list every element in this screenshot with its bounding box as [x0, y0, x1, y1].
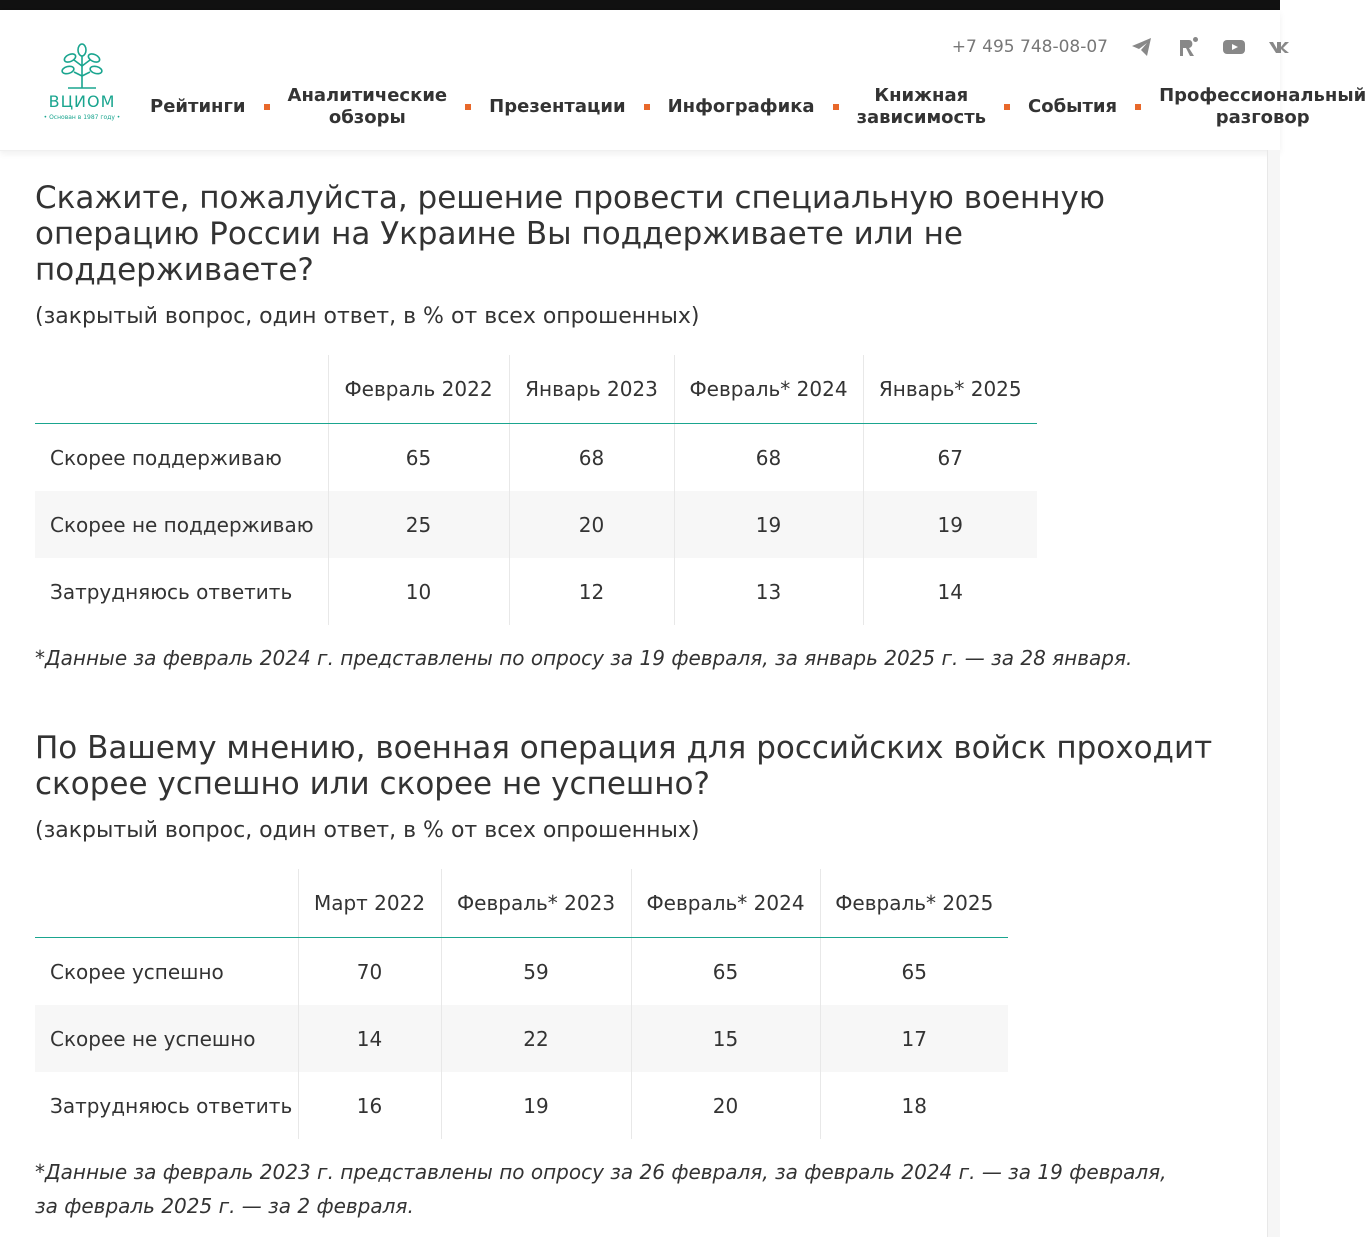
row-label: Затрудняюсь ответить: [50, 1093, 293, 1118]
table-row: [35, 938, 1008, 1006]
nav-separator: [1004, 104, 1010, 110]
table-cell: 65: [328, 424, 509, 492]
table-cell: 14: [863, 558, 1037, 625]
table-cell: 14: [298, 1005, 441, 1072]
phone-link[interactable]: +7 495 748-08-07: [951, 37, 1108, 57]
table-cell: 65: [631, 938, 820, 1006]
table-cell: 20: [509, 491, 674, 558]
nav-separator: [465, 104, 471, 110]
survey-success-section: [35, 675, 1250, 1223]
table-cell: 18: [820, 1072, 1008, 1139]
youtube-icon[interactable]: [1222, 35, 1246, 59]
table-cell: 15: [631, 1005, 820, 1072]
article-content: [35, 150, 1250, 1223]
column-header: Февраль* 2024: [631, 869, 820, 938]
nav-separator: [833, 104, 839, 110]
telegram-icon[interactable]: [1130, 35, 1154, 59]
table-cell: 68: [674, 424, 863, 492]
column-header: Февраль* 2025: [820, 869, 1008, 938]
nav-events[interactable]: События: [1028, 96, 1118, 117]
survey-footnote: *Данные за февраль 2023 г. представлены по опросу за 26 февраля, за февраль 2024 г. — за 19 февраля, за февраль 2025 г. — за 2 февраля.: [35, 1160, 1167, 1218]
table-cell: 16: [298, 1072, 441, 1139]
main-nav: [150, 82, 1366, 132]
table-cell: 68: [509, 424, 674, 492]
table-cell: 70: [298, 938, 441, 1006]
row-label: Скорее не поддерживаю: [35, 491, 328, 558]
results-table: [35, 869, 1008, 1139]
page-scrollbar[interactable]: [1267, 150, 1280, 1237]
table-row: [35, 424, 1037, 492]
column-header: Март 2022: [298, 869, 441, 938]
site-header: [0, 10, 1366, 151]
rutube-icon[interactable]: [1176, 35, 1200, 59]
column-header: Февраль* 2024: [674, 355, 863, 424]
table-corner-cell: [35, 869, 298, 938]
column-header: Февраль* 2023: [441, 869, 631, 938]
survey-support-section: [35, 150, 1250, 675]
row-label: Затрудняюсь ответить: [50, 579, 293, 604]
vk-icon[interactable]: [1268, 35, 1280, 59]
nav-separator: [264, 104, 270, 110]
nav-separator: [644, 104, 650, 110]
table-row: [35, 1005, 1008, 1072]
table-header-row: [35, 355, 1037, 424]
table-cell: 65: [820, 938, 1008, 1006]
results-table: [35, 355, 1037, 625]
table-cell: 22: [441, 1005, 631, 1072]
survey-method: (закрытый вопрос, один ответ, в % от всех опрошенных): [35, 304, 700, 329]
nav-analytics[interactable]: Аналитические обзоры: [287, 85, 448, 128]
row-label: Скорее не успешно: [35, 1005, 298, 1072]
table-cell: 10: [328, 558, 509, 625]
column-header: Февраль 2022: [328, 355, 509, 424]
table-row: [35, 1072, 1008, 1139]
table-cell: 20: [631, 1072, 820, 1139]
logo-wordmark: ВЦИОМ: [48, 92, 116, 111]
nav-separator: [1135, 104, 1141, 110]
table-cell: 59: [441, 938, 631, 1006]
nav-book-addiction[interactable]: Книжная зависимость: [856, 85, 987, 128]
table-row: [35, 558, 1037, 625]
header-contacts: [952, 34, 1280, 60]
table-cell: 19: [441, 1072, 631, 1139]
survey-footnote: *Данные за февраль 2024 г. представлены по опросу за 19 февраля, за январь 2025 г. — за 28 января.: [35, 646, 1133, 670]
survey-question: Скажите, пожалуйста, решение провести специальную военную операцию России на Украине Вы поддерживаете или не поддерживаете?: [35, 180, 1105, 288]
table-cell: 19: [863, 491, 1037, 558]
table-header-row: [35, 869, 1008, 938]
logo-tagline: • Основан в 1987 году •: [43, 114, 121, 121]
survey-method: (закрытый вопрос, один ответ, в % от всех опрошенных): [35, 818, 700, 843]
table-cell: 13: [674, 558, 863, 625]
nav-professional-talk[interactable]: Профессиональный разговор: [1159, 85, 1366, 128]
nav-presentations[interactable]: Презентации: [489, 96, 626, 117]
nav-ratings[interactable]: Рейтинги: [150, 96, 246, 117]
table-cell: 19: [674, 491, 863, 558]
table-cell: 67: [863, 424, 1037, 492]
nav-infographics[interactable]: Инфографика: [667, 96, 815, 117]
column-header: Январь 2023: [509, 355, 674, 424]
table-corner-cell: [35, 355, 328, 424]
row-label: Скорее поддерживаю: [50, 445, 282, 470]
row-label: Скорее успешно: [50, 959, 224, 984]
top-strip: [0, 0, 1280, 10]
table-row: [35, 491, 1037, 558]
table-cell: 12: [509, 558, 674, 625]
vciom-logo[interactable]: [32, 42, 132, 128]
table-cell: 17: [820, 1005, 1008, 1072]
column-header: Январь* 2025: [863, 355, 1037, 424]
table-cell: 25: [328, 491, 509, 558]
tree-logo-icon: [32, 42, 132, 92]
survey-question: По Вашему мнению, военная операция для российских войск проходит скорее успешно или скорее не успешно?: [35, 730, 1213, 802]
